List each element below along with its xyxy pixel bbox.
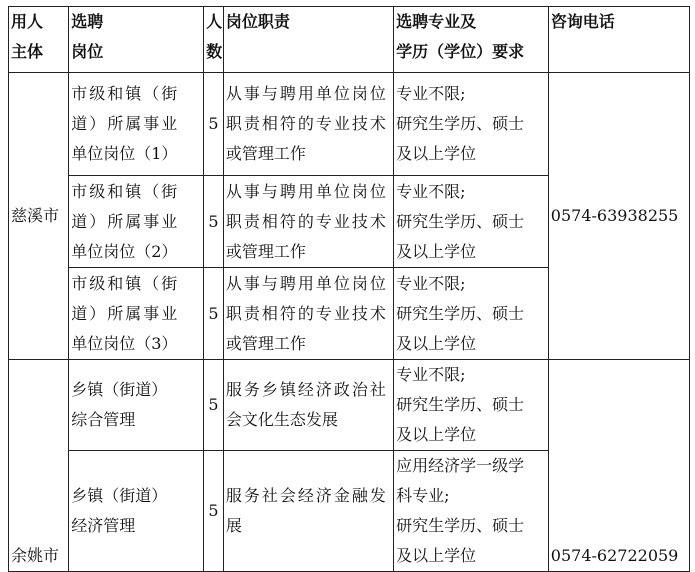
post-cell: 乡镇（街道） 经济管理 (69, 451, 204, 572)
count-cell: 5 (204, 360, 224, 451)
requirement-cell: 专业不限; 研究生学历、硕士 及以上学位 (394, 360, 549, 451)
duty-cell: 从事与聘用单位岗位 职责相符的专业技术 或管理工作 (223, 73, 393, 176)
duty-cell: 从事与聘用单位岗位 职责相符的专业技术 或管理工作 (223, 176, 393, 268)
header-row (9, 7, 690, 73)
unit-cell: 余姚市 (9, 360, 69, 572)
requirement-cell: 专业不限; 研究生学历、硕士 及以上学位 (394, 268, 549, 360)
count-cell: 5 (204, 451, 224, 572)
count-cell: 5 (204, 268, 224, 360)
requirement-cell: 专业不限; 研究生学历、硕士 及以上学位 (394, 73, 549, 176)
post-cell: 市级和镇（街 道）所属事业 单位岗位（1） (69, 73, 204, 176)
requirement-cell: 应用经济学一级学 科专业; 研究生学历、硕士 及以上学位 (394, 451, 549, 572)
post-cell: 市级和镇（街 道）所属事业 单位岗位（2） (69, 176, 204, 268)
post-cell: 乡镇（街道） 综合管理 (69, 360, 204, 451)
count-cell: 5 (204, 176, 224, 268)
unit-cell: 慈溪市 (9, 73, 69, 360)
table-row (9, 73, 690, 176)
header-duty: 岗位职责 (223, 7, 393, 73)
header-post: 选聘 岗位 (69, 7, 204, 73)
post-cell: 市级和镇（街 道）所属事业 单位岗位（3） (69, 268, 204, 360)
duty-cell: 服务社会经济金融发 展 (223, 451, 393, 572)
header-phone: 咨询电话 (548, 7, 689, 73)
phone-cell: 0574-63938255 (548, 73, 689, 360)
count-cell: 5 (204, 73, 224, 176)
phone-cell: 0574-62722059 (548, 360, 689, 572)
duty-cell: 服务乡镇经济政治社 会文化生态发展 (223, 360, 393, 451)
header-count: 人 数 (204, 7, 224, 73)
header-unit: 用人 主体 (9, 7, 69, 73)
table-row (9, 360, 690, 451)
header-requirement: 选聘专业及 学历（学位）要求 (394, 7, 549, 73)
requirement-cell: 专业不限; 研究生学历、硕士 及以上学位 (394, 176, 549, 268)
duty-cell: 从事与聘用单位岗位 职责相符的专业技术 或管理工作 (223, 268, 393, 360)
recruitment-table (8, 6, 690, 572)
